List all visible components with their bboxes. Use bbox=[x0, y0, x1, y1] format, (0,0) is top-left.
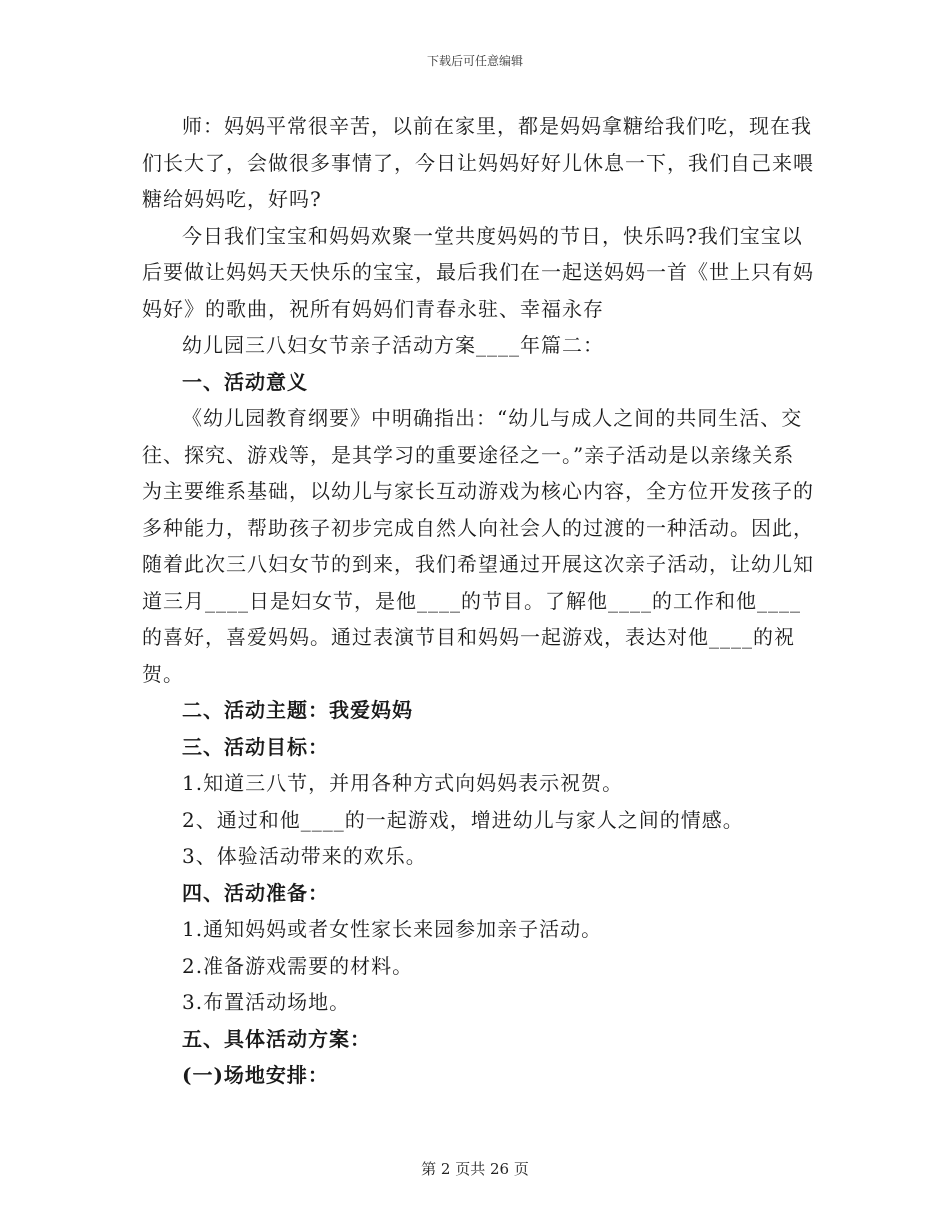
goal-item-3: 3、体验活动带来的欢乐。 bbox=[182, 844, 427, 868]
section-heading-1: 一、活动意义 bbox=[182, 369, 308, 394]
section-heading-4: 四、活动准备： bbox=[182, 880, 329, 905]
prep-item-3: 3.布置活动场地。 bbox=[182, 990, 351, 1014]
paragraph-closing: 今日我们宝宝和妈妈欢聚一堂共度妈妈的节日，快乐吗?我们宝宝以后要做让妈妈天天快乐的宝宝，最后我们在一起送妈妈一首《世上只有妈妈好》的歌曲，祝所有妈妈们青春永驻、幸福永存 bbox=[142, 223, 814, 321]
document-body bbox=[142, 108, 814, 1094]
goal-item-1: 1.知道三八节，并用各种方式向妈妈表示祝贺。 bbox=[182, 771, 624, 795]
paragraph-teacher-speech: 师：妈妈平常很辛苦，以前在家里，都是妈妈拿糖给我们吃，现在我们长大了，会做很多事情了，今日让妈妈好好儿休息一下，我们自己来喂糖给妈妈吃，好吗? bbox=[142, 114, 814, 211]
plan-title: 幼儿园三八妇女节亲子活动方案____年篇二： bbox=[182, 333, 604, 357]
section-heading-5: 五、具体活动方案： bbox=[182, 1026, 371, 1051]
page-header: 下载后可任意编辑 bbox=[426, 54, 523, 68]
goal-item-2: 2、通过和他____的一起游戏，增进幼儿与家人之间的情感。 bbox=[182, 807, 744, 832]
section-heading-3: 三、活动目标： bbox=[182, 734, 329, 759]
paragraph-significance: 《幼儿园教育纲要》中明确指出：“幼儿与成人之间的共同生活、交往、探究、游戏等，是其学习的重要途径之一。”亲子活动是以亲缘关系为主要维系基础，以幼儿与家长互动游戏为核心内容，全方位开发孩子的多种能力，帮助孩子初步完成自然人向社会人的过渡的一种活动。因此，随着此次三八妇女节的到来，我们希望通过开展这次亲子活动，让幼儿知道三月____日是妇女节，是他____的节目。了解他____的工作和他____的喜好，喜爱妈妈。通过表演节目和妈妈一起游戏，表达对他____的祝贺。 bbox=[142, 406, 814, 686]
prep-item-1: 1.通知妈妈或者女性家长来园参加亲子活动。 bbox=[182, 917, 603, 941]
section-heading-2: 二、活动主题：我爱妈妈 bbox=[182, 698, 413, 722]
page-footer: 第 2 页共 26 页 bbox=[421, 1160, 529, 1178]
prep-item-2: 2.准备游戏需要的材料。 bbox=[182, 953, 414, 978]
subsection-heading-1: (一)场地安排： bbox=[182, 1063, 329, 1087]
